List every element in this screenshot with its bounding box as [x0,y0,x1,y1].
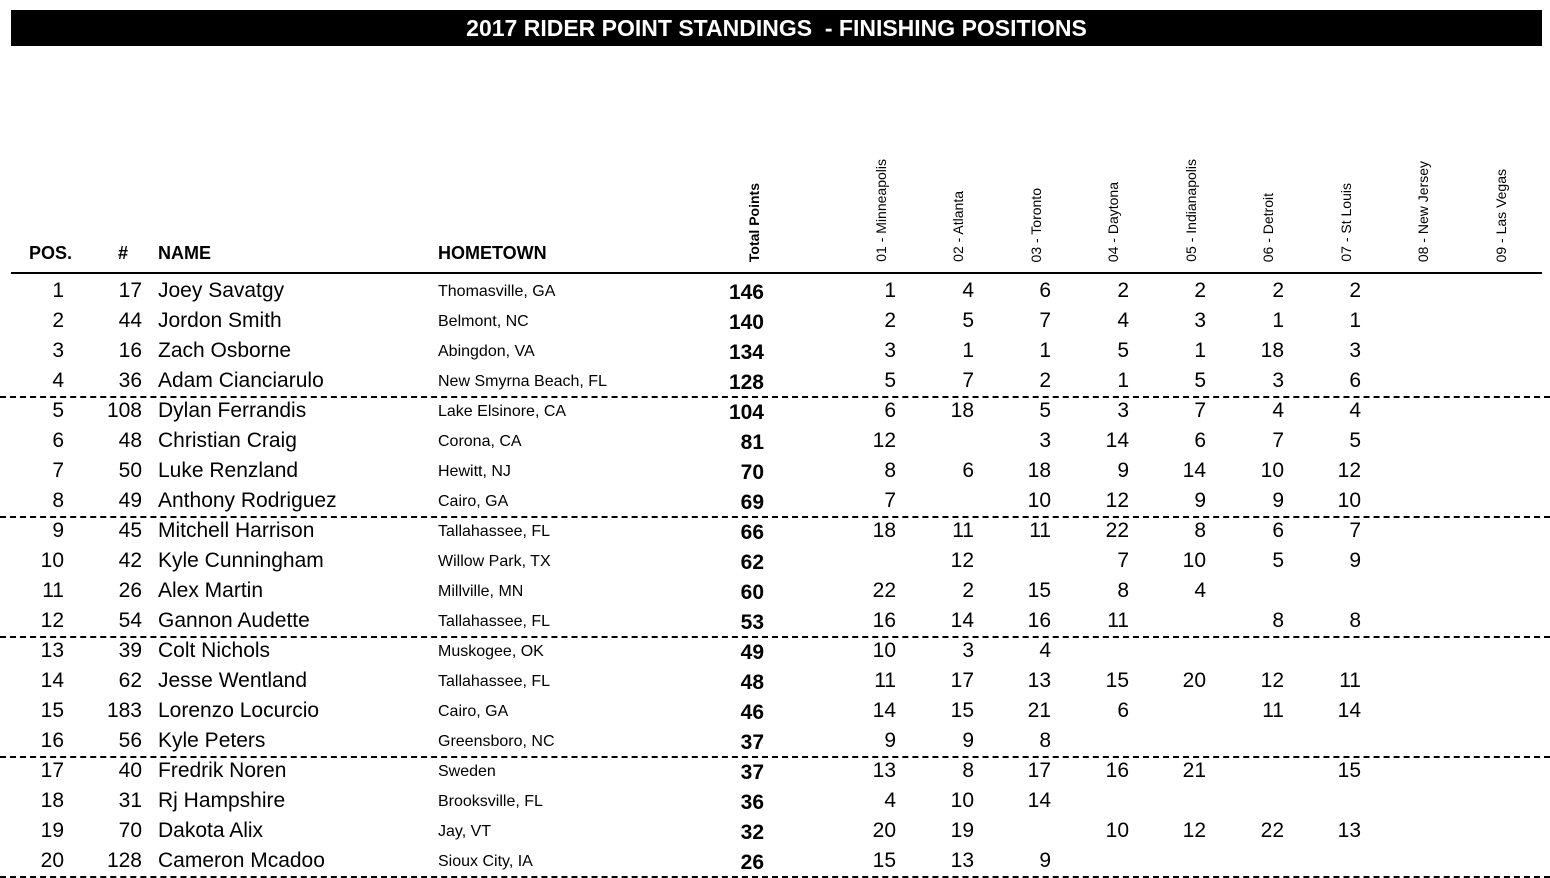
table-row [0,786,1550,816]
rider-name-cell: Kyle Cunningham [158,549,324,572]
rider-number-cell: 39 [118,639,142,662]
rider-name-cell: Zach Osborne [158,339,292,362]
total-points-cell: 134 [728,341,764,364]
rider-number-cell: 31 [118,789,142,812]
position-cell: 5 [52,399,64,422]
header-round-7: 07 - St Louis [1338,183,1354,262]
rider-name-cell: Kyle Peters [158,729,266,752]
hometown-cell: Muskogee, OK [438,643,544,660]
table-row [0,576,1550,606]
rider-number-cell: 108 [106,399,142,422]
round-1-finish-cell: 20 [872,819,896,842]
hometown-cell: Abingdon, VA [438,343,535,360]
rider-name-cell: Luke Renzland [158,459,299,482]
round-1-finish-cell: 7 [884,489,896,512]
position-cell: 9 [52,519,64,542]
round-4-finish-cell: 5 [1117,339,1129,362]
rider-number-cell: 42 [118,549,142,572]
rider-number-cell: 54 [118,609,142,632]
round-4-finish-cell: 15 [1105,669,1129,692]
round-4-finish-cell: 2 [1117,279,1129,302]
round-5-finish-cell: 14 [1182,459,1206,482]
total-points-cell: 26 [740,851,764,874]
rider-name-cell: Lorenzo Locurcio [158,699,320,722]
position-cell: 1 [52,279,64,302]
round-6-finish-cell: 22 [1260,819,1284,842]
round-5-finish-cell: 8 [1194,519,1206,542]
round-4-finish-cell: 11 [1107,609,1129,632]
rider-number-cell: 45 [118,519,142,542]
round-4-finish-cell: 8 [1117,579,1129,602]
round-5-finish-cell: 20 [1182,669,1206,692]
round-3-finish-cell: 15 [1027,579,1051,602]
round-5-finish-cell: 1 [1194,339,1206,362]
round-5-finish-cell: 21 [1182,759,1206,782]
round-2-finish-cell: 4 [962,279,974,302]
round-3-finish-cell: 16 [1027,609,1051,632]
total-points-cell: 69 [740,491,764,514]
round-2-finish-cell: 15 [950,699,974,722]
round-1-finish-cell: 2 [884,309,896,332]
round-2-finish-cell: 13 [950,849,974,872]
rider-number-cell: 40 [118,759,142,782]
round-3-finish-cell: 8 [1039,729,1051,752]
round-6-finish-cell: 2 [1272,279,1284,302]
position-cell: 2 [52,309,64,332]
round-7-finish-cell: 15 [1337,759,1361,782]
round-7-finish-cell: 10 [1337,489,1361,512]
position-cell: 12 [40,609,64,632]
round-6-finish-cell: 10 [1260,459,1284,482]
round-6-finish-cell: 7 [1272,429,1284,452]
round-1-finish-cell: 9 [884,729,896,752]
rider-name-cell: Anthony Rodriguez [158,489,337,512]
position-cell: 17 [40,759,64,782]
table-row [0,696,1550,726]
hometown-cell: Cairo, GA [438,703,509,720]
rider-name-cell: Dylan Ferrandis [158,399,307,422]
table-row [0,546,1550,576]
round-3-finish-cell: 10 [1027,489,1051,512]
round-4-finish-cell: 14 [1105,429,1129,452]
round-2-finish-cell: 3 [962,639,974,662]
round-2-finish-cell: 10 [950,789,974,812]
rider-name-cell: Adam Cianciarulo [158,369,324,392]
round-7-finish-cell: 4 [1349,399,1361,422]
round-3-finish-cell: 7 [1039,309,1051,332]
position-cell: 15 [40,699,64,722]
header-number: # [118,243,129,263]
rider-name-cell: Rj Hampshire [158,789,286,812]
total-points-cell: 128 [728,371,764,394]
round-6-finish-cell: 1 [1272,309,1284,332]
round-6-finish-cell: 5 [1272,549,1284,572]
header-round-5: 05 - Indianapolis [1183,159,1199,262]
round-5-finish-cell: 2 [1194,279,1206,302]
position-cell: 16 [40,729,64,752]
round-1-finish-cell: 14 [872,699,896,722]
hometown-cell: Belmont, NC [438,313,529,330]
hometown-cell: Lake Elsinore, CA [438,403,567,420]
round-7-finish-cell: 8 [1349,609,1361,632]
round-1-finish-cell: 16 [872,609,896,632]
rider-number-cell: 56 [118,729,142,752]
total-points-cell: 53 [740,611,764,634]
round-2-finish-cell: 8 [962,759,974,782]
rider-number-cell: 70 [118,819,142,842]
position-cell: 10 [40,549,64,572]
rider-name-cell: Colt Nichols [158,639,271,662]
hometown-cell: Tallahassee, FL [438,673,551,690]
round-5-finish-cell: 3 [1194,309,1206,332]
round-4-finish-cell: 1 [1117,369,1129,392]
round-6-finish-cell: 3 [1272,369,1284,392]
rider-number-cell: 62 [118,669,142,692]
table-row [0,306,1550,336]
hometown-cell: Sweden [438,763,496,780]
hometown-cell: Hewitt, NJ [438,463,511,480]
rider-number-cell: 49 [118,489,142,512]
header-round-1: 01 - Minneapolis [873,159,889,262]
round-6-finish-cell: 18 [1260,339,1284,362]
hometown-cell: Thomasville, GA [438,283,556,300]
round-4-finish-cell: 16 [1105,759,1129,782]
round-3-finish-cell: 2 [1039,369,1051,392]
round-3-finish-cell: 11 [1029,519,1051,542]
total-points-cell: 48 [740,671,764,694]
round-7-finish-cell: 2 [1349,279,1361,302]
header-round-6: 06 - Detroit [1260,192,1276,262]
round-2-finish-cell: 7 [962,369,974,392]
round-1-finish-cell: 3 [884,339,896,362]
header-pos: POS. [29,243,73,263]
round-3-finish-cell: 5 [1039,399,1051,422]
total-points-cell: 70 [740,461,764,484]
total-points-cell: 49 [740,641,764,664]
table-row [0,636,1550,666]
rider-number-cell: 50 [118,459,142,482]
position-cell: 14 [40,669,64,692]
round-3-finish-cell: 18 [1027,459,1051,482]
round-3-finish-cell: 4 [1039,639,1051,662]
round-3-finish-cell: 6 [1039,279,1051,302]
table-row [0,516,1550,546]
round-1-finish-cell: 6 [884,399,896,422]
round-2-finish-cell: 19 [950,819,974,842]
page-title: 2017 RIDER POINT STANDINGS - FINISHING POSITIONS [11,10,1542,46]
round-7-finish-cell: 9 [1349,549,1361,572]
position-cell: 20 [40,849,64,872]
position-cell: 19 [40,819,64,842]
position-cell: 7 [52,459,64,482]
hometown-cell: Millville, MN [438,583,524,600]
rider-name-cell: Jesse Wentland [158,669,308,692]
rider-number-cell: 128 [106,849,142,872]
round-1-finish-cell: 11 [874,669,896,692]
round-4-finish-cell: 4 [1117,309,1129,332]
round-3-finish-cell: 13 [1027,669,1051,692]
round-7-finish-cell: 5 [1349,429,1361,452]
round-1-finish-cell: 12 [872,429,896,452]
round-2-finish-cell: 11 [952,519,974,542]
table-row [0,456,1550,486]
hometown-cell: Cairo, GA [438,493,509,510]
round-3-finish-cell: 14 [1027,789,1051,812]
table-row [0,756,1550,786]
position-cell: 6 [52,429,64,452]
round-1-finish-cell: 15 [872,849,896,872]
round-5-finish-cell: 10 [1182,549,1206,572]
header-hometown: HOMETOWN [438,243,547,263]
round-5-finish-cell: 12 [1182,819,1206,842]
total-points-cell: 146 [728,281,764,304]
round-7-finish-cell: 13 [1337,819,1361,842]
round-7-finish-cell: 6 [1349,369,1361,392]
rider-number-cell: 17 [118,279,142,302]
round-1-finish-cell: 4 [884,789,896,812]
hometown-cell: Sioux City, IA [438,853,533,870]
position-cell: 13 [40,639,64,662]
round-6-finish-cell: 9 [1272,489,1284,512]
table-row [0,606,1550,638]
hometown-cell: Brooksville, FL [438,793,543,810]
rider-number-cell: 48 [118,429,142,452]
round-2-finish-cell: 5 [962,309,974,332]
position-cell: 18 [40,789,64,812]
round-4-finish-cell: 22 [1105,519,1129,542]
round-4-finish-cell: 7 [1117,549,1129,572]
table-row [0,396,1550,426]
round-3-finish-cell: 21 [1027,699,1051,722]
round-3-finish-cell: 3 [1039,429,1051,452]
round-6-finish-cell: 11 [1262,699,1284,722]
round-1-finish-cell: 1 [884,279,896,302]
round-1-finish-cell: 13 [872,759,896,782]
round-2-finish-cell: 14 [950,609,974,632]
total-points-cell: 140 [728,311,764,334]
round-5-finish-cell: 5 [1194,369,1206,392]
position-cell: 3 [52,339,64,362]
total-points-cell: 46 [740,701,764,724]
round-2-finish-cell: 12 [950,549,974,572]
round-7-finish-cell: 14 [1337,699,1361,722]
round-4-finish-cell: 6 [1117,699,1129,722]
round-5-finish-cell: 4 [1194,579,1206,602]
hometown-cell: New Smyrna Beach, FL [438,373,607,390]
hometown-cell: Willow Park, TX [438,553,551,570]
header-round-3: 03 - Toronto [1028,187,1044,262]
rider-name-cell: Fredrik Noren [158,759,287,782]
rider-name-cell: Joey Savatgy [158,279,285,302]
round-4-finish-cell: 3 [1117,399,1129,422]
hometown-cell: Tallahassee, FL [438,613,551,630]
position-cell: 11 [42,579,64,602]
table-row [0,426,1550,456]
round-7-finish-cell: 1 [1349,309,1361,332]
round-2-finish-cell: 18 [950,399,974,422]
header-divider [11,272,1542,274]
round-1-finish-cell: 18 [872,519,896,542]
total-points-cell: 81 [740,431,764,454]
round-2-finish-cell: 9 [962,729,974,752]
round-3-finish-cell: 17 [1027,759,1051,782]
rider-number-cell: 16 [118,339,142,362]
rider-number-cell: 44 [118,309,142,332]
total-points-cell: 66 [740,521,764,544]
total-points-cell: 62 [740,551,764,574]
rider-name-cell: Christian Craig [158,429,297,452]
header-round-9: 09 - Las Vegas [1493,168,1509,262]
total-points-cell: 32 [740,821,764,844]
table-row [0,336,1550,366]
round-6-finish-cell: 4 [1272,399,1284,422]
round-6-finish-cell: 12 [1260,669,1284,692]
rider-number-cell: 183 [106,699,142,722]
total-points-cell: 104 [728,401,764,424]
position-cell: 4 [52,369,64,392]
total-points-cell: 37 [740,761,764,784]
round-4-finish-cell: 10 [1105,819,1129,842]
round-1-finish-cell: 22 [872,579,896,602]
round-2-finish-cell: 2 [962,579,974,602]
round-1-finish-cell: 10 [872,639,896,662]
round-5-finish-cell: 6 [1194,429,1206,452]
round-2-finish-cell: 17 [950,669,974,692]
header-round-2: 02 - Atlanta [950,191,966,262]
table-row [0,486,1550,518]
round-6-finish-cell: 8 [1272,609,1284,632]
rider-name-cell: Dakota Alix [158,819,264,842]
rider-name-cell: Gannon Audette [158,609,310,632]
round-3-finish-cell: 1 [1039,339,1051,362]
table-row [0,276,1550,306]
rider-name-cell: Cameron Mcadoo [158,849,325,872]
round-7-finish-cell: 3 [1349,339,1361,362]
round-6-finish-cell: 6 [1272,519,1284,542]
round-5-finish-cell: 7 [1194,399,1206,422]
round-7-finish-cell: 7 [1349,519,1361,542]
round-7-finish-cell: 11 [1339,669,1361,692]
position-cell: 8 [52,489,64,512]
rider-name-cell: Mitchell Harrison [158,519,315,542]
total-points-cell: 60 [740,581,764,604]
round-4-finish-cell: 12 [1105,489,1129,512]
round-1-finish-cell: 8 [884,459,896,482]
total-points-cell: 36 [740,791,764,814]
header-name: NAME [158,243,211,263]
round-1-finish-cell: 5 [884,369,896,392]
round-2-finish-cell: 6 [962,459,974,482]
hometown-cell: Corona, CA [438,433,522,450]
rider-number-cell: 26 [118,579,142,602]
rider-name-cell: Jordon Smith [158,309,282,332]
round-7-finish-cell: 12 [1337,459,1361,482]
round-2-finish-cell: 1 [962,339,974,362]
rider-name-cell: Alex Martin [158,579,264,602]
table-row [0,366,1550,398]
table-row [0,666,1550,696]
rider-number-cell: 36 [118,369,142,392]
round-3-finish-cell: 9 [1039,849,1051,872]
table-row [0,726,1550,758]
table-row [0,816,1550,846]
total-points-cell: 37 [740,731,764,754]
table-row [0,846,1550,878]
hometown-cell: Tallahassee, FL [438,523,551,540]
hometown-cell: Greensboro, NC [438,733,555,750]
header-total-points: Total Points [746,182,762,262]
round-4-finish-cell: 9 [1117,459,1129,482]
header-round-4: 04 - Daytona [1105,181,1121,262]
header-round-8: 08 - New Jersey [1415,160,1431,262]
round-5-finish-cell: 9 [1194,489,1206,512]
hometown-cell: Jay, VT [438,823,492,840]
